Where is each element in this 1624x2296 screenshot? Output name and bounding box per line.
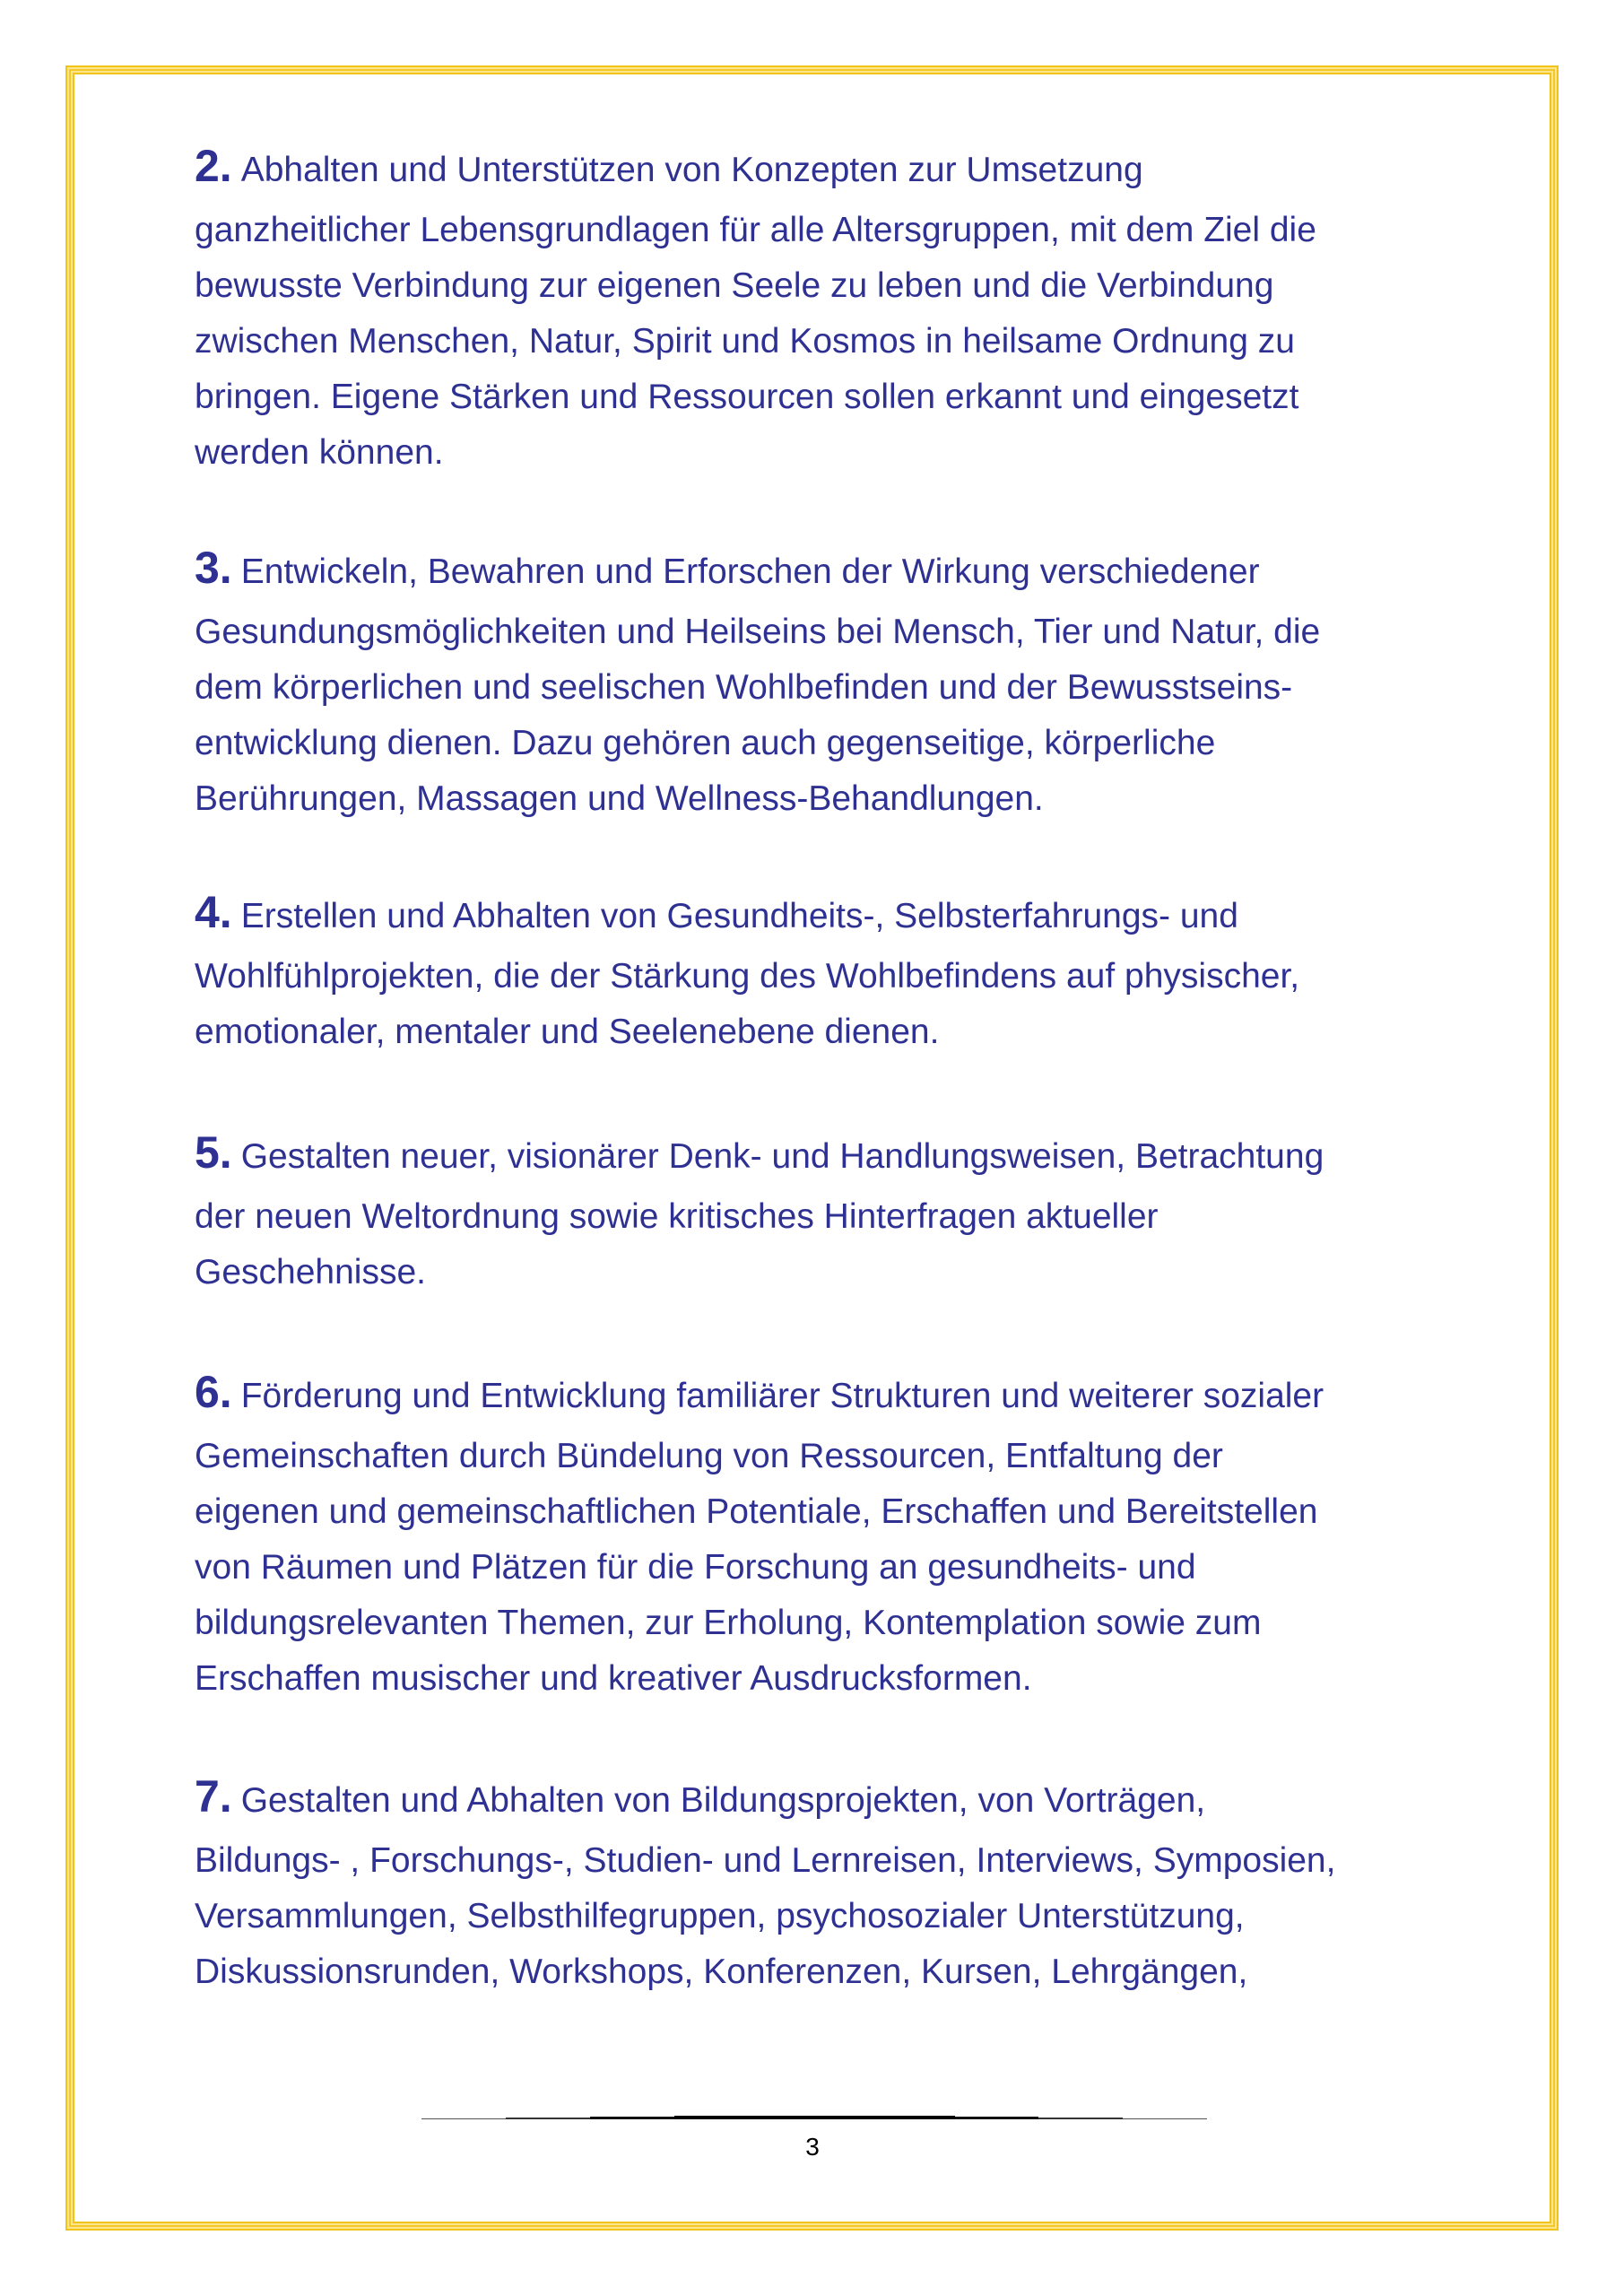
- text-line: [195, 1550, 1196, 1585]
- text-line: [195, 781, 1044, 816]
- item-number: 4.: [195, 887, 232, 937]
- item-number: 6.: [195, 1367, 232, 1417]
- text-line: [195, 1605, 1261, 1640]
- text-line: [195, 726, 1215, 761]
- text-line: [195, 1255, 426, 1290]
- text-line: [195, 959, 1299, 994]
- line-text: Abhalten und Unterstützen von Konzepten zur Umsetzung: [240, 151, 1143, 189]
- line-text: dem körperlichen und seelischen Wohlbefinden und der Bewusstseins-: [195, 668, 1293, 707]
- line-text: bringen. Eigene Stärken und Ressourcen sollen erkannt und eingesetzt: [195, 378, 1299, 416]
- line-text: entwicklung dienen. Dazu gehören auch gegenseitige, körperliche: [195, 724, 1216, 762]
- line-text: eigenen und gemeinschaftlichen Potentiale, Erschaffen und Bereitstellen: [195, 1492, 1318, 1531]
- line-text: bildungsrelevanten Themen, zur Erholung, Kontemplation sowie zum: [195, 1604, 1262, 1642]
- item-number: 7.: [195, 1771, 232, 1822]
- line-text: Wohlfühlprojekten, die der Stärkung des Wohlbefindens auf physischer,: [195, 957, 1300, 996]
- line-text: Bildungs- , Forschungs-, Studien- und Lernreisen, Interviews, Symposien,: [195, 1841, 1336, 1880]
- line-text: werden können.: [195, 433, 444, 472]
- text-line: [195, 1199, 1159, 1234]
- text-line: [195, 213, 1316, 248]
- line-text: Diskussionsrunden, Workshops, Konferenzen, Kursen, Lehrgängen,: [195, 1952, 1248, 1991]
- line-text: Gemeinschaften durch Bündelung von Ressourcen, Entfaltung der: [195, 1437, 1223, 1475]
- text-line: [195, 670, 1292, 705]
- text-line: [195, 1494, 1317, 1529]
- text-line: [195, 1771, 1206, 1822]
- text-line: [195, 887, 1238, 937]
- line-text: zwischen Menschen, Natur, Spirit und Kosmos in heilsame Ordnung zu: [195, 322, 1295, 361]
- text-line: [195, 435, 444, 470]
- text-line: [195, 141, 1143, 191]
- line-text: Entwickeln, Bewahren und Erforschen der Wirkung verschiedener: [240, 552, 1260, 591]
- line-text: Erstellen und Abhalten von Gesundheits-, Selbsterfahrungs- und: [240, 897, 1238, 935]
- text-line: [195, 1127, 1324, 1178]
- line-text: Versammlungen, Selbsthilfegruppen, psychosozialer Unterstützung,: [195, 1897, 1245, 1935]
- text-line: [195, 543, 1260, 593]
- line-text: ganzheitlicher Lebensgrundlagen für alle Altersgruppen, mit dem Ziel die: [195, 211, 1316, 249]
- text-line: [195, 1439, 1223, 1474]
- text-line: [195, 379, 1298, 414]
- text-line: [195, 1899, 1245, 1934]
- line-text: von Räumen und Plätzen für die Forschung an gesundheits- und: [195, 1548, 1196, 1587]
- item-number: 3.: [195, 543, 232, 593]
- text-line: [195, 614, 1320, 649]
- line-text: Förderung und Entwicklung familiärer Strukturen und weiterer sozialer: [240, 1377, 1324, 1415]
- line-text: Gesundungsmöglichkeiten und Heilseins bei Mensch, Tier und Natur, die: [195, 613, 1321, 651]
- line-text: Berührungen, Massagen und Wellness-Behandlungen.: [195, 779, 1044, 818]
- line-text: Gestalten und Abhalten von Bildungsprojekten, von Vorträgen,: [240, 1781, 1206, 1820]
- line-text: bewusste Verbindung zur eigenen Seele zu leben und die Verbindung: [195, 266, 1274, 305]
- line-text: der neuen Weltordnung sowie kritisches Hinterfragen aktueller: [195, 1197, 1159, 1236]
- footer-divider: [421, 2117, 1207, 2122]
- text-line: [195, 1843, 1335, 1878]
- item-number: 5.: [195, 1127, 232, 1178]
- footer-divider-center: [674, 2116, 955, 2119]
- text-line: [195, 268, 1273, 303]
- line-text: Erschaffen musischer und kreativer Ausdrucksformen.: [195, 1659, 1032, 1698]
- item-number: 2.: [195, 141, 232, 191]
- line-text: emotionaler, mentaler und Seelenebene dienen.: [195, 1013, 940, 1051]
- text-line: [195, 324, 1295, 359]
- text-line: [195, 1661, 1032, 1696]
- line-text: Geschehnisse.: [195, 1253, 426, 1292]
- text-line: [195, 1367, 1324, 1417]
- page-number: 3: [805, 2133, 820, 2161]
- line-text: Gestalten neuer, visionärer Denk- und Handlungsweisen, Betrachtung: [240, 1137, 1324, 1176]
- text-line: [195, 1014, 939, 1049]
- text-line: [195, 1954, 1247, 1989]
